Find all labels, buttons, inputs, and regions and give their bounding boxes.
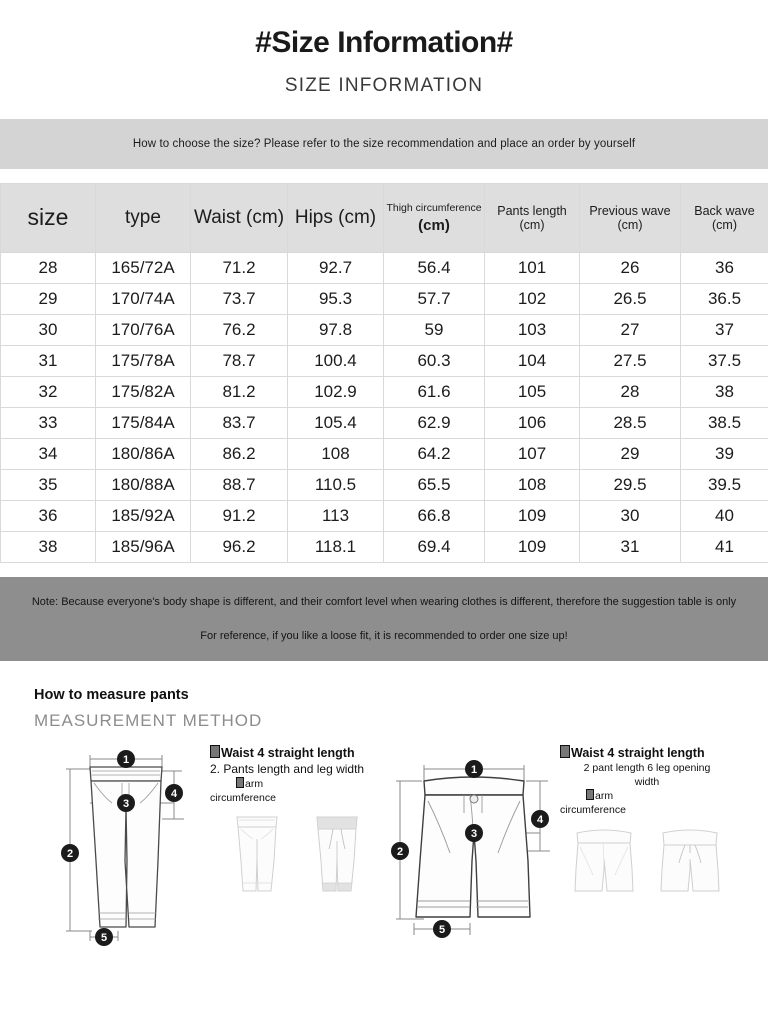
cell-pants-length: 108 xyxy=(485,469,580,500)
svg-text:2: 2 xyxy=(396,845,404,858)
column-header-pants-length: Pants length (cm) xyxy=(485,183,580,252)
shorts-diagram-group xyxy=(384,741,734,951)
cell-back-wave: 36.5 xyxy=(681,283,768,314)
cell-hips: 105.4 xyxy=(288,407,384,438)
cell-thigh: 64.2 xyxy=(384,438,485,469)
howto-banner xyxy=(0,119,768,169)
cell-size: 28 xyxy=(1,252,96,283)
cell-waist: 88.7 xyxy=(191,469,288,500)
cell-pants-length: 101 xyxy=(485,252,580,283)
pants-diagram-group xyxy=(34,741,384,951)
cell-previous-wave: 29.5 xyxy=(580,469,681,500)
cell-pants-length: 102 xyxy=(485,283,580,314)
shorts-caption-line-5: circumference xyxy=(560,804,626,817)
table-header xyxy=(1,183,768,252)
cell-size: 32 xyxy=(1,376,96,407)
table-row xyxy=(1,438,768,469)
cell-type: 170/76A xyxy=(96,314,191,345)
table-row xyxy=(1,345,768,376)
column-header-waist: Waist (cm) xyxy=(191,183,288,252)
pants-caption-block xyxy=(210,741,384,898)
page-subtitle: SIZE INFORMATION xyxy=(284,74,484,96)
cell-hips: 95.3 xyxy=(288,283,384,314)
cell-thigh: 61.6 xyxy=(384,376,485,407)
cell-hips: 92.7 xyxy=(288,252,384,283)
cell-waist: 96.2 xyxy=(191,531,288,562)
cell-size: 34 xyxy=(1,438,96,469)
table-row xyxy=(1,469,768,500)
missing-glyph-icon xyxy=(236,777,244,788)
cell-back-wave: 41 xyxy=(681,531,768,562)
shorts-thumbnail-back xyxy=(653,823,727,903)
measurement-section xyxy=(0,687,768,951)
cell-type: 175/82A xyxy=(96,376,191,407)
cell-hips: 97.8 xyxy=(288,314,384,345)
cell-size: 36 xyxy=(1,500,96,531)
cell-back-wave: 39 xyxy=(681,438,768,469)
cell-back-wave: 37 xyxy=(681,314,768,345)
cell-previous-wave: 26.5 xyxy=(580,283,681,314)
table-row xyxy=(1,407,768,438)
cell-hips: 100.4 xyxy=(288,345,384,376)
shorts-caption-line-1: Waist 4 straight length xyxy=(560,745,734,761)
table-body xyxy=(1,252,768,562)
table-row xyxy=(1,283,768,314)
cell-back-wave: 40 xyxy=(681,500,768,531)
cell-waist: 91.2 xyxy=(191,500,288,531)
cell-pants-length: 109 xyxy=(485,500,580,531)
pants-caption-line-2: 2. Pants length and leg width xyxy=(210,761,365,776)
cell-previous-wave: 27.5 xyxy=(580,345,681,376)
cell-type: 185/92A xyxy=(96,500,191,531)
column-header-thigh-unit: (cm) xyxy=(418,217,450,235)
svg-text:2: 2 xyxy=(66,847,74,860)
size-table xyxy=(0,183,768,563)
cell-size: 33 xyxy=(1,407,96,438)
cell-waist: 78.7 xyxy=(191,345,288,376)
cell-hips: 118.1 xyxy=(288,531,384,562)
cell-size: 38 xyxy=(1,531,96,562)
cell-thigh: 65.5 xyxy=(384,469,485,500)
cell-pants-length: 105 xyxy=(485,376,580,407)
cell-waist: 76.2 xyxy=(191,314,288,345)
table-row xyxy=(1,531,768,562)
cell-pants-length: 109 xyxy=(485,531,580,562)
shorts-thumbnail-front xyxy=(567,823,641,903)
column-header-previous-wave: Previous wave (cm) xyxy=(580,183,681,252)
cell-hips: 102.9 xyxy=(288,376,384,407)
header-block xyxy=(0,0,768,97)
shorts-illustration xyxy=(384,741,560,951)
cell-hips: 110.5 xyxy=(288,469,384,500)
missing-glyph-icon xyxy=(586,789,594,800)
cell-pants-length: 104 xyxy=(485,345,580,376)
diagram-row xyxy=(34,741,734,951)
table-row xyxy=(1,252,768,283)
cell-back-wave: 37.5 xyxy=(681,345,768,376)
cell-back-wave: 39.5 xyxy=(681,469,768,500)
cell-pants-length: 103 xyxy=(485,314,580,345)
cell-waist: 71.2 xyxy=(191,252,288,283)
cell-type: 185/96A xyxy=(96,531,191,562)
pants-illustration xyxy=(34,741,210,951)
svg-text:1: 1 xyxy=(470,763,478,776)
cell-previous-wave: 30 xyxy=(580,500,681,531)
shorts-diagram xyxy=(384,741,560,951)
cell-previous-wave: 28.5 xyxy=(580,407,681,438)
cell-type: 165/72A xyxy=(96,252,191,283)
svg-text:4: 4 xyxy=(170,787,178,800)
cell-thigh: 56.4 xyxy=(384,252,485,283)
cell-type: 175/84A xyxy=(96,407,191,438)
cell-back-wave: 36 xyxy=(681,252,768,283)
column-header-hips: Hips (cm) xyxy=(288,183,384,252)
note-line-2: For reference, if you like a loose fit, it is recommended to order one size up! xyxy=(200,629,568,642)
svg-text:4: 4 xyxy=(536,813,544,826)
cell-size: 29 xyxy=(1,283,96,314)
cell-size: 35 xyxy=(1,469,96,500)
pants-thumbnails xyxy=(210,811,384,897)
cell-thigh: 66.8 xyxy=(384,500,485,531)
cell-type: 175/78A xyxy=(96,345,191,376)
svg-text:3: 3 xyxy=(122,797,130,810)
cell-previous-wave: 31 xyxy=(580,531,681,562)
column-header-back-wave: Back wave (cm) xyxy=(681,183,768,252)
cell-hips: 113 xyxy=(288,500,384,531)
cell-waist: 83.7 xyxy=(191,407,288,438)
cell-previous-wave: 26 xyxy=(580,252,681,283)
cell-thigh: 69.4 xyxy=(384,531,485,562)
cell-previous-wave: 27 xyxy=(580,314,681,345)
cell-previous-wave: 28 xyxy=(580,376,681,407)
shorts-caption-line-4: arm xyxy=(560,789,734,803)
cell-thigh: 59 xyxy=(384,314,485,345)
svg-text:1: 1 xyxy=(122,753,130,766)
shorts-caption-line-3: width xyxy=(634,775,660,788)
cell-waist: 86.2 xyxy=(191,438,288,469)
shorts-caption-block xyxy=(560,741,734,904)
cell-pants-length: 107 xyxy=(485,438,580,469)
cell-waist: 73.7 xyxy=(191,283,288,314)
cell-hips: 108 xyxy=(288,438,384,469)
cell-pants-length: 106 xyxy=(485,407,580,438)
cell-thigh: 57.7 xyxy=(384,283,485,314)
page-title: #Size Information# xyxy=(255,26,513,59)
svg-text:5: 5 xyxy=(100,931,108,944)
shorts-thumbnails xyxy=(560,823,734,903)
cell-size: 30 xyxy=(1,314,96,345)
column-header-size: size xyxy=(1,183,96,252)
table-row xyxy=(1,500,768,531)
cell-thigh: 62.9 xyxy=(384,407,485,438)
cell-back-wave: 38.5 xyxy=(681,407,768,438)
missing-glyph-icon xyxy=(210,745,220,758)
shorts-caption-line-2: 2 pant length 6 leg opening xyxy=(583,761,711,774)
cell-previous-wave: 29 xyxy=(580,438,681,469)
cell-type: 170/74A xyxy=(96,283,191,314)
column-header-type: type xyxy=(96,183,191,252)
table-row xyxy=(1,376,768,407)
cell-thigh: 60.3 xyxy=(384,345,485,376)
column-header-thigh xyxy=(384,183,485,252)
table-row xyxy=(1,314,768,345)
note-line-1: Note: Because everyone's body shape is different, and their comfort level when wearing clothes is different, therefore the suggestion table is only xyxy=(31,595,737,608)
cell-type: 180/88A xyxy=(96,469,191,500)
cell-type: 180/86A xyxy=(96,438,191,469)
pants-caption-line-4: circumference xyxy=(210,792,276,805)
table-header-row xyxy=(1,183,768,252)
cell-back-wave: 38 xyxy=(681,376,768,407)
measurement-title: How to measure pants xyxy=(34,686,189,703)
howto-text: How to choose the size? Please refer to the size recommendation and place an order by yourself xyxy=(132,137,636,150)
pants-thumbnail-back xyxy=(303,811,371,897)
cell-waist: 81.2 xyxy=(191,376,288,407)
pants-thumbnail-front xyxy=(223,811,291,897)
column-header-thigh-label: Thigh circumference xyxy=(386,201,482,214)
svg-text:5: 5 xyxy=(438,923,446,936)
note-banner xyxy=(0,577,768,661)
pants-diagram xyxy=(34,741,210,951)
measurement-subtitle: MEASUREMENT METHOD xyxy=(34,710,263,730)
cell-size: 31 xyxy=(1,345,96,376)
svg-text:3: 3 xyxy=(470,827,478,840)
pants-caption-line-3: arm xyxy=(210,777,384,791)
missing-glyph-icon xyxy=(560,745,570,758)
pants-caption-line-1: Waist 4 straight length xyxy=(210,745,384,761)
